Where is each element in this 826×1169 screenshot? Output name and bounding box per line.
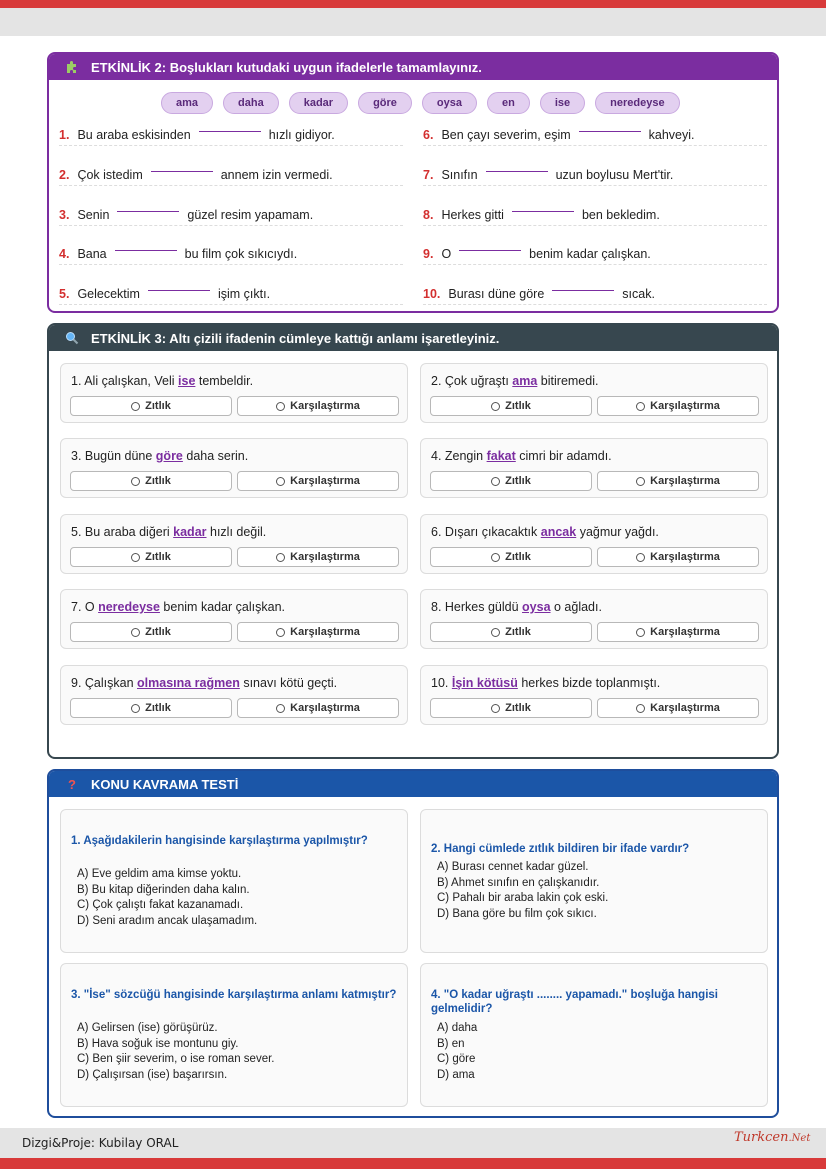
test-title: KONU KAVRAMA TESTİ: [91, 776, 239, 792]
test-question-card: [420, 809, 768, 953]
underlined-word: olmasına rağmen: [137, 676, 240, 690]
radio-icon[interactable]: [491, 628, 500, 637]
option-karsilastirma[interactable]: [597, 622, 759, 642]
radio-icon[interactable]: [491, 704, 500, 713]
sentence-part: cimri bir adamdı.: [515, 449, 612, 463]
option-karsilastirma[interactable]: [237, 622, 399, 642]
question-card: [420, 438, 768, 498]
option-label: Zıtlık: [145, 551, 171, 563]
sentence-part: tembeldir.: [195, 374, 254, 388]
answer-blank[interactable]: [552, 290, 614, 291]
activity-2-title: ETKİNLİK 2: Boşlukları kutudaki uygun ifadelerle tamamlayınız.: [91, 59, 482, 75]
footer-credit: Dizgi&Proje: Kubilay ORAL: [22, 1136, 179, 1150]
option-karsilastirma[interactable]: [237, 547, 399, 567]
option-label: Karşılaştırma: [290, 400, 360, 412]
word-chip: neredeyse: [595, 92, 679, 114]
footer-logo: [734, 1130, 810, 1145]
option-karsilastirma[interactable]: [597, 698, 759, 718]
question-card: [60, 665, 408, 725]
sentence-part: 5. Bu araba diğeri: [71, 525, 174, 539]
option-label: Karşılaştırma: [290, 702, 360, 714]
answer-blank[interactable]: [151, 171, 213, 172]
fill-in-item: [59, 164, 403, 186]
underlined-word: İşin kötüsü: [451, 676, 518, 690]
radio-icon[interactable]: [276, 553, 285, 562]
word-chip: göre: [358, 92, 412, 114]
sentence-start: Bu araba eskisinden: [77, 127, 191, 142]
word-chip: ise: [540, 92, 585, 114]
option-zitlik[interactable]: [70, 698, 232, 718]
sentence-end: sıcak.: [622, 286, 655, 301]
sentence-end: bu film çok sıkıcıydı.: [184, 246, 298, 261]
question-card: [60, 589, 408, 649]
option-karsilastirma[interactable]: [237, 698, 399, 718]
answer-blank[interactable]: [459, 250, 521, 251]
item-number: 4.: [59, 246, 70, 261]
option-label: Karşılaştırma: [650, 475, 720, 487]
test-question-card: [420, 963, 768, 1107]
answer-option[interactable]: A) Burası cennet kadar güzel.: [437, 861, 589, 873]
activity-2-header: [49, 54, 777, 80]
radio-icon[interactable]: [131, 402, 140, 411]
underlined-word: kadar: [173, 525, 207, 539]
question-card: [420, 665, 768, 725]
question-card: [420, 589, 768, 649]
question-sentence: [71, 676, 337, 690]
question-sentence: [431, 374, 598, 388]
sentence-end: hızlı gidiyor.: [268, 127, 335, 142]
question-icon: ?: [68, 776, 76, 792]
answer-blank[interactable]: [579, 131, 641, 132]
word-chip: kadar: [289, 92, 348, 114]
radio-icon[interactable]: [131, 553, 140, 562]
logo-suffix: .Net: [788, 1133, 811, 1144]
top-red-bar: [0, 0, 826, 8]
item-number: 7.: [423, 167, 434, 182]
word-bank: [161, 92, 680, 114]
option-label: Karşılaştırma: [650, 400, 720, 412]
sentence-part: hızlı değil.: [206, 525, 267, 539]
test-header: [49, 771, 777, 797]
option-label: Zıtlık: [505, 400, 531, 412]
question-card: [60, 514, 408, 574]
test-question: 1. Aşağıdakilerin hangisinde karşılaştırma yapılmıştır?: [71, 835, 368, 847]
sentence-start: Gelecektim: [77, 286, 140, 301]
answer-option[interactable]: B) Hava soğuk ise montunu giy.: [77, 1037, 239, 1050]
activity-2-section: [47, 52, 779, 313]
sentence-end: güzel resim yapamam.: [187, 207, 314, 222]
radio-icon[interactable]: [491, 402, 500, 411]
answer-option[interactable]: D) Çalışırsan (ise) başarırsın.: [77, 1068, 228, 1081]
question-card: [60, 438, 408, 498]
top-grey-strip: [0, 8, 826, 36]
item-number: 10.: [423, 286, 441, 301]
option-label: Karşılaştırma: [650, 551, 720, 563]
sentence-part: 2. Çok uğraştı: [431, 374, 513, 388]
word-chip: daha: [223, 92, 279, 114]
underlined-word: oysa: [522, 600, 551, 614]
item-number: 5.: [59, 286, 70, 301]
item-number: 3.: [59, 207, 70, 222]
option-karsilastirma[interactable]: [597, 547, 759, 567]
radio-icon[interactable]: [491, 477, 500, 486]
fill-in-item: [423, 283, 767, 305]
fill-in-item: [423, 204, 767, 226]
answer-option[interactable]: C) Ben şiir severim, o ise roman sever.: [77, 1053, 275, 1065]
sentence-end: kahveyi.: [648, 127, 695, 142]
sentence-part: o ağladı.: [550, 600, 602, 614]
sentence-part: herkes bizde toplanmıştı.: [517, 676, 661, 690]
sentence-part: 1. Ali çalışkan, Veli: [71, 374, 179, 388]
item-number: 9.: [423, 246, 434, 261]
underlined-word: fakat: [486, 449, 516, 463]
fill-in-item: [59, 243, 403, 265]
radio-icon[interactable]: [636, 553, 645, 562]
option-zitlik[interactable]: [430, 547, 592, 567]
sentence-part: 7. O: [71, 600, 99, 614]
sentence-part: benim kadar çalışkan.: [159, 600, 286, 614]
answer-option[interactable]: A) Gelirsen (ise) görüşürüz.: [77, 1022, 218, 1034]
test-question: 2. Hangi cümlede zıtlık bildiren bir ifade vardır?: [431, 843, 690, 855]
question-sentence: [431, 525, 659, 539]
fill-in-item: [423, 164, 767, 186]
answer-option[interactable]: A) Eve geldim ama kimse yoktu.: [77, 868, 242, 880]
word-chip: en: [487, 92, 530, 114]
answer-option[interactable]: C) Çok çalıştı fakat kazanamadı.: [77, 899, 244, 911]
answer-option[interactable]: B) Bu kitap diğerinden daha kalın.: [77, 883, 250, 896]
answer-blank[interactable]: [148, 290, 210, 291]
option-label: Zıtlık: [505, 551, 531, 563]
underlined-word: neredeyse: [98, 600, 160, 614]
option-label: Zıtlık: [145, 626, 171, 638]
underlined-word: göre: [155, 449, 183, 463]
radio-icon[interactable]: [636, 477, 645, 486]
option-label: Zıtlık: [505, 702, 531, 714]
activity-3-title: ETKİNLİK 3: Altı çizili ifadenin cümleye kattığı anlamı işaretleyiniz.: [91, 330, 500, 346]
option-zitlik[interactable]: [430, 622, 592, 642]
answer-option[interactable]: D) Seni aradım ancak ulaşamadım.: [77, 914, 258, 927]
question-card: [60, 363, 408, 423]
option-label: Zıtlık: [145, 475, 171, 487]
answer-option[interactable]: B) Ahmet sınıfın en çalışkanıdır.: [437, 876, 600, 889]
test-question: 4. "O kadar uğraştı ........ yapamadı." boşluğa hangisi gelmelidir?: [431, 989, 718, 1015]
option-label: Zıtlık: [505, 626, 531, 638]
sentence-end: uzun boylusu Mert'tir.: [555, 167, 674, 182]
sentence-start: Çok istedim: [77, 167, 143, 182]
underlined-word: ise: [178, 374, 196, 388]
option-zitlik[interactable]: [70, 622, 232, 642]
fill-in-item: [423, 124, 767, 146]
sentence-part: 6. Dışarı çıkacaktık: [431, 525, 541, 539]
answer-blank[interactable]: [512, 211, 574, 212]
answer-option[interactable]: C) göre: [437, 1053, 476, 1065]
option-label: Zıtlık: [145, 400, 171, 412]
option-karsilastirma[interactable]: [237, 471, 399, 491]
option-zitlik[interactable]: [430, 396, 592, 416]
answer-option[interactable]: A) daha: [437, 1022, 478, 1034]
sentence-end: ben bekledim.: [581, 207, 660, 222]
sentence-part: bitiremedi.: [537, 374, 599, 388]
test-question-card: [60, 809, 408, 953]
option-label: Zıtlık: [505, 475, 531, 487]
sentence-end: annem izin vermedi.: [220, 167, 333, 182]
answer-blank[interactable]: [199, 131, 261, 132]
radio-icon[interactable]: [276, 628, 285, 637]
question-sentence: [71, 525, 266, 539]
answer-blank[interactable]: [117, 211, 179, 212]
puzzle-icon: [65, 60, 79, 74]
test-section: [47, 769, 779, 1118]
underlined-word: ancak: [540, 525, 577, 539]
magnifier-icon: [65, 331, 79, 345]
sentence-part: 9. Çalışkan: [71, 676, 138, 690]
option-label: Zıtlık: [145, 702, 171, 714]
fill-in-item: [59, 283, 403, 305]
answer-blank[interactable]: [115, 250, 177, 251]
option-karsilastirma[interactable]: [597, 471, 759, 491]
sentence-part: yağmur yağdı.: [576, 525, 659, 539]
option-label: Karşılaştırma: [650, 626, 720, 638]
underlined-word: ama: [512, 374, 538, 388]
sentence-start: Sınıfın: [441, 167, 478, 182]
radio-icon[interactable]: [636, 704, 645, 713]
option-zitlik[interactable]: [70, 396, 232, 416]
radio-icon[interactable]: [276, 704, 285, 713]
sentence-start: Bana: [77, 246, 107, 261]
radio-icon[interactable]: [276, 477, 285, 486]
sentence-end: benim kadar çalışkan.: [529, 246, 651, 261]
answer-option[interactable]: B) en: [437, 1037, 465, 1050]
radio-icon[interactable]: [491, 553, 500, 562]
test-question: 3. "İse" sözcüğü hangisinde karşılaştırma anlamı katmıştır?: [71, 989, 397, 1001]
test-question-card: [60, 963, 408, 1107]
answer-blank[interactable]: [486, 171, 548, 172]
answer-option[interactable]: C) Pahalı bir araba lakin çok eski.: [437, 892, 609, 904]
word-chip: ama: [161, 92, 213, 114]
sentence-part: 10.: [431, 676, 452, 690]
question-sentence: [71, 374, 253, 388]
sentence-part: 3. Bugün düne: [71, 449, 156, 463]
item-number: 2.: [59, 167, 70, 182]
fill-in-item: [59, 124, 403, 146]
sentence-start: Herkes gitti: [441, 207, 504, 222]
sentence-part: 4. Zengin: [431, 449, 487, 463]
option-label: Karşılaştırma: [290, 475, 360, 487]
radio-icon[interactable]: [276, 402, 285, 411]
sentence-part: sınavı kötü geçti.: [239, 676, 338, 690]
question-sentence: [431, 600, 602, 614]
question-sentence: [431, 676, 660, 690]
sentence-start: Senin: [77, 207, 110, 222]
option-karsilastirma[interactable]: [237, 396, 399, 416]
answer-option[interactable]: D) Bana göre bu film çok sıkıcı.: [437, 907, 597, 920]
radio-icon[interactable]: [131, 477, 140, 486]
option-zitlik[interactable]: [70, 547, 232, 567]
activity-3-header: [49, 325, 777, 351]
option-label: Karşılaştırma: [650, 702, 720, 714]
bottom-red-bar: [0, 1158, 826, 1169]
sentence-end: işim çıktı.: [217, 286, 271, 301]
sentence-part: daha serin.: [182, 449, 249, 463]
question-sentence: [71, 600, 285, 614]
fill-in-item: [423, 243, 767, 265]
fill-in-item: [59, 204, 403, 226]
item-number: 8.: [423, 207, 434, 222]
question-card: [420, 363, 768, 423]
radio-icon[interactable]: [131, 704, 140, 713]
answer-option[interactable]: D) ama: [437, 1068, 475, 1081]
option-zitlik[interactable]: [70, 471, 232, 491]
item-number: 6.: [423, 127, 434, 142]
question-sentence: [431, 449, 612, 463]
sentence-part: 8. Herkes güldü: [431, 600, 523, 614]
sentence-start: Ben çayı severim, eşim: [441, 127, 571, 142]
radio-icon[interactable]: [636, 628, 645, 637]
item-number: 1.: [59, 127, 70, 142]
option-zitlik[interactable]: [430, 698, 592, 718]
option-label: Karşılaştırma: [290, 551, 360, 563]
question-card: [420, 514, 768, 574]
question-sentence: [71, 449, 248, 463]
logo-main: Turkcen: [734, 1130, 789, 1145]
radio-icon[interactable]: [636, 402, 645, 411]
word-chip: oysa: [422, 92, 477, 114]
option-karsilastirma[interactable]: [597, 396, 759, 416]
radio-icon[interactable]: [131, 628, 140, 637]
sentence-start: Burası düne göre: [448, 286, 545, 301]
option-label: Karşılaştırma: [290, 626, 360, 638]
option-zitlik[interactable]: [430, 471, 592, 491]
sentence-start: O: [441, 246, 452, 261]
activity-3-section: [47, 323, 779, 759]
